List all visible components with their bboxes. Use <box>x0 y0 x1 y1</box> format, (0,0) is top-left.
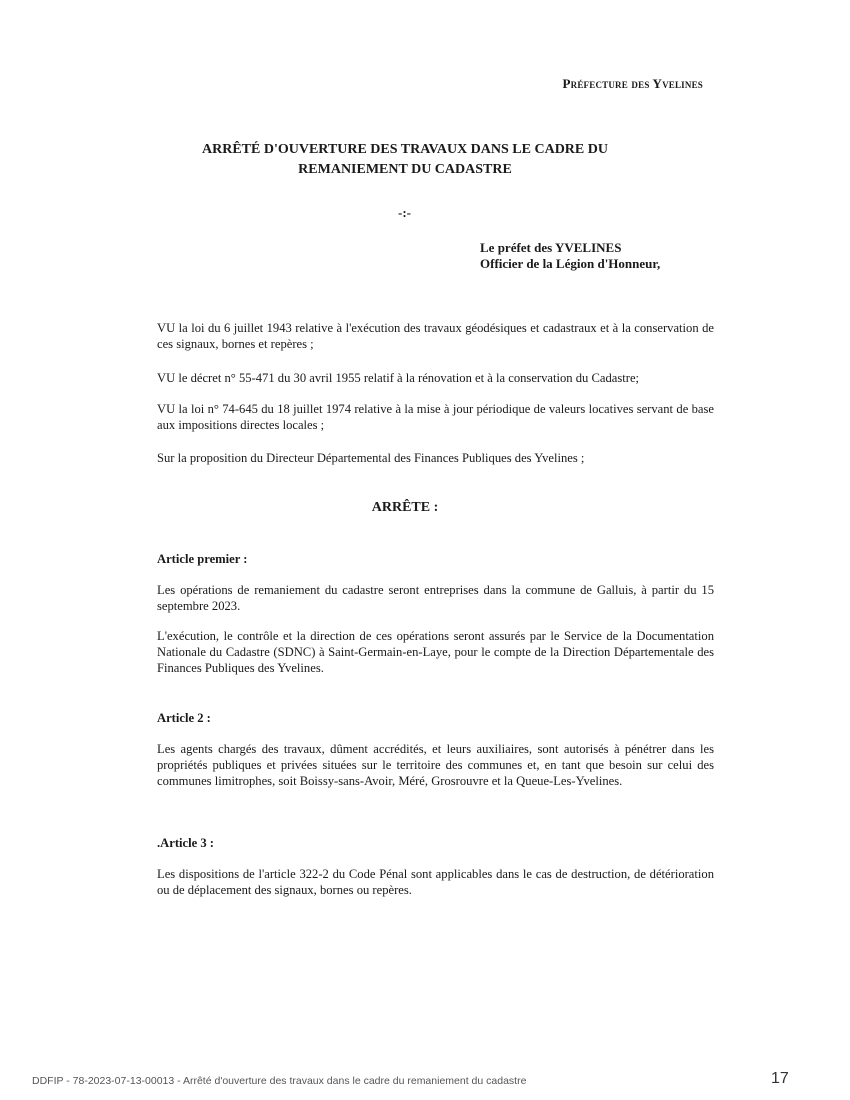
article-paragraph: Les agents chargés des travaux, dûment accrédités, et leurs auxiliaires, sont autorisés à pénétrer dans les propriétés publiques et privées situées sur le territoire des communes et, en tant que besoin sur celui des communes limitrophes, soit Boissy-sans-Avoir, Méré, Grosrouvre et la Queue-Les-Yvelines. <box>157 742 714 788</box>
prefecture-heading: Préfecture des Yvelines <box>562 76 703 91</box>
footer-reference: DDFIP - 78-2023-07-13-00013 - Arrêté d'ouverture des travaux dans le cadre du remaniement du cadastre <box>32 1075 527 1087</box>
article-title: Article premier : <box>157 552 248 566</box>
article-title: .Article 3 : <box>157 836 214 850</box>
prefet-signature-block <box>480 240 660 272</box>
page-number: 17 <box>771 1070 789 1087</box>
arrete-heading: ARRÊTE : <box>371 500 439 515</box>
document-title-line-2: REMANIEMENT DU CADASTRE <box>298 162 512 177</box>
title-separator: -:- <box>398 205 411 220</box>
article-title: Article 2 : <box>157 711 211 725</box>
article-paragraph: Les opérations de remaniement du cadastre seront entreprises dans la commune de Galluis, à partir du 15 septembre 2023. <box>157 583 714 613</box>
visa-paragraph: VU la loi du 6 juillet 1943 relative à l'exécution des travaux géodésiques et cadastraux et à la conservation de ces signaux, bornes et repères ; <box>157 321 714 351</box>
document-title <box>150 140 660 180</box>
prefet-line-1: Le préfet des YVELINES <box>480 240 622 255</box>
article-paragraph: Les dispositions de l'article 322-2 du Code Pénal sont applicables dans le cas de destruction, de détérioration ou de déplacement des signaux, bornes ou repères. <box>157 867 714 897</box>
prefet-line-2: Officier de la Légion d'Honneur, <box>480 256 661 271</box>
visa-paragraph: VU la loi n° 74-645 du 18 juillet 1974 relative à la mise à jour périodique de valeurs locatives servant de base aux impositions directes locales ; <box>157 402 714 432</box>
document-title-line-1: ARRÊTÉ D'OUVERTURE DES TRAVAUX DANS LE CADRE DU <box>202 142 608 157</box>
visa-paragraph: Sur la proposition du Directeur Départemental des Finances Publiques des Yvelines ; <box>157 451 585 465</box>
article-paragraph: L'exécution, le contrôle et la direction de ces opérations seront assurés par le Service de la Documentation Nationale du Cadastre (SDNC) à Saint-Germain-en-Laye, pour le compte de la Direction Départementale des Finances Publiques des Yvelines. <box>157 629 714 675</box>
visa-paragraph: VU le décret n° 55-471 du 30 avril 1955 relatif à la rénovation et à la conservation du Cadastre; <box>157 371 640 385</box>
